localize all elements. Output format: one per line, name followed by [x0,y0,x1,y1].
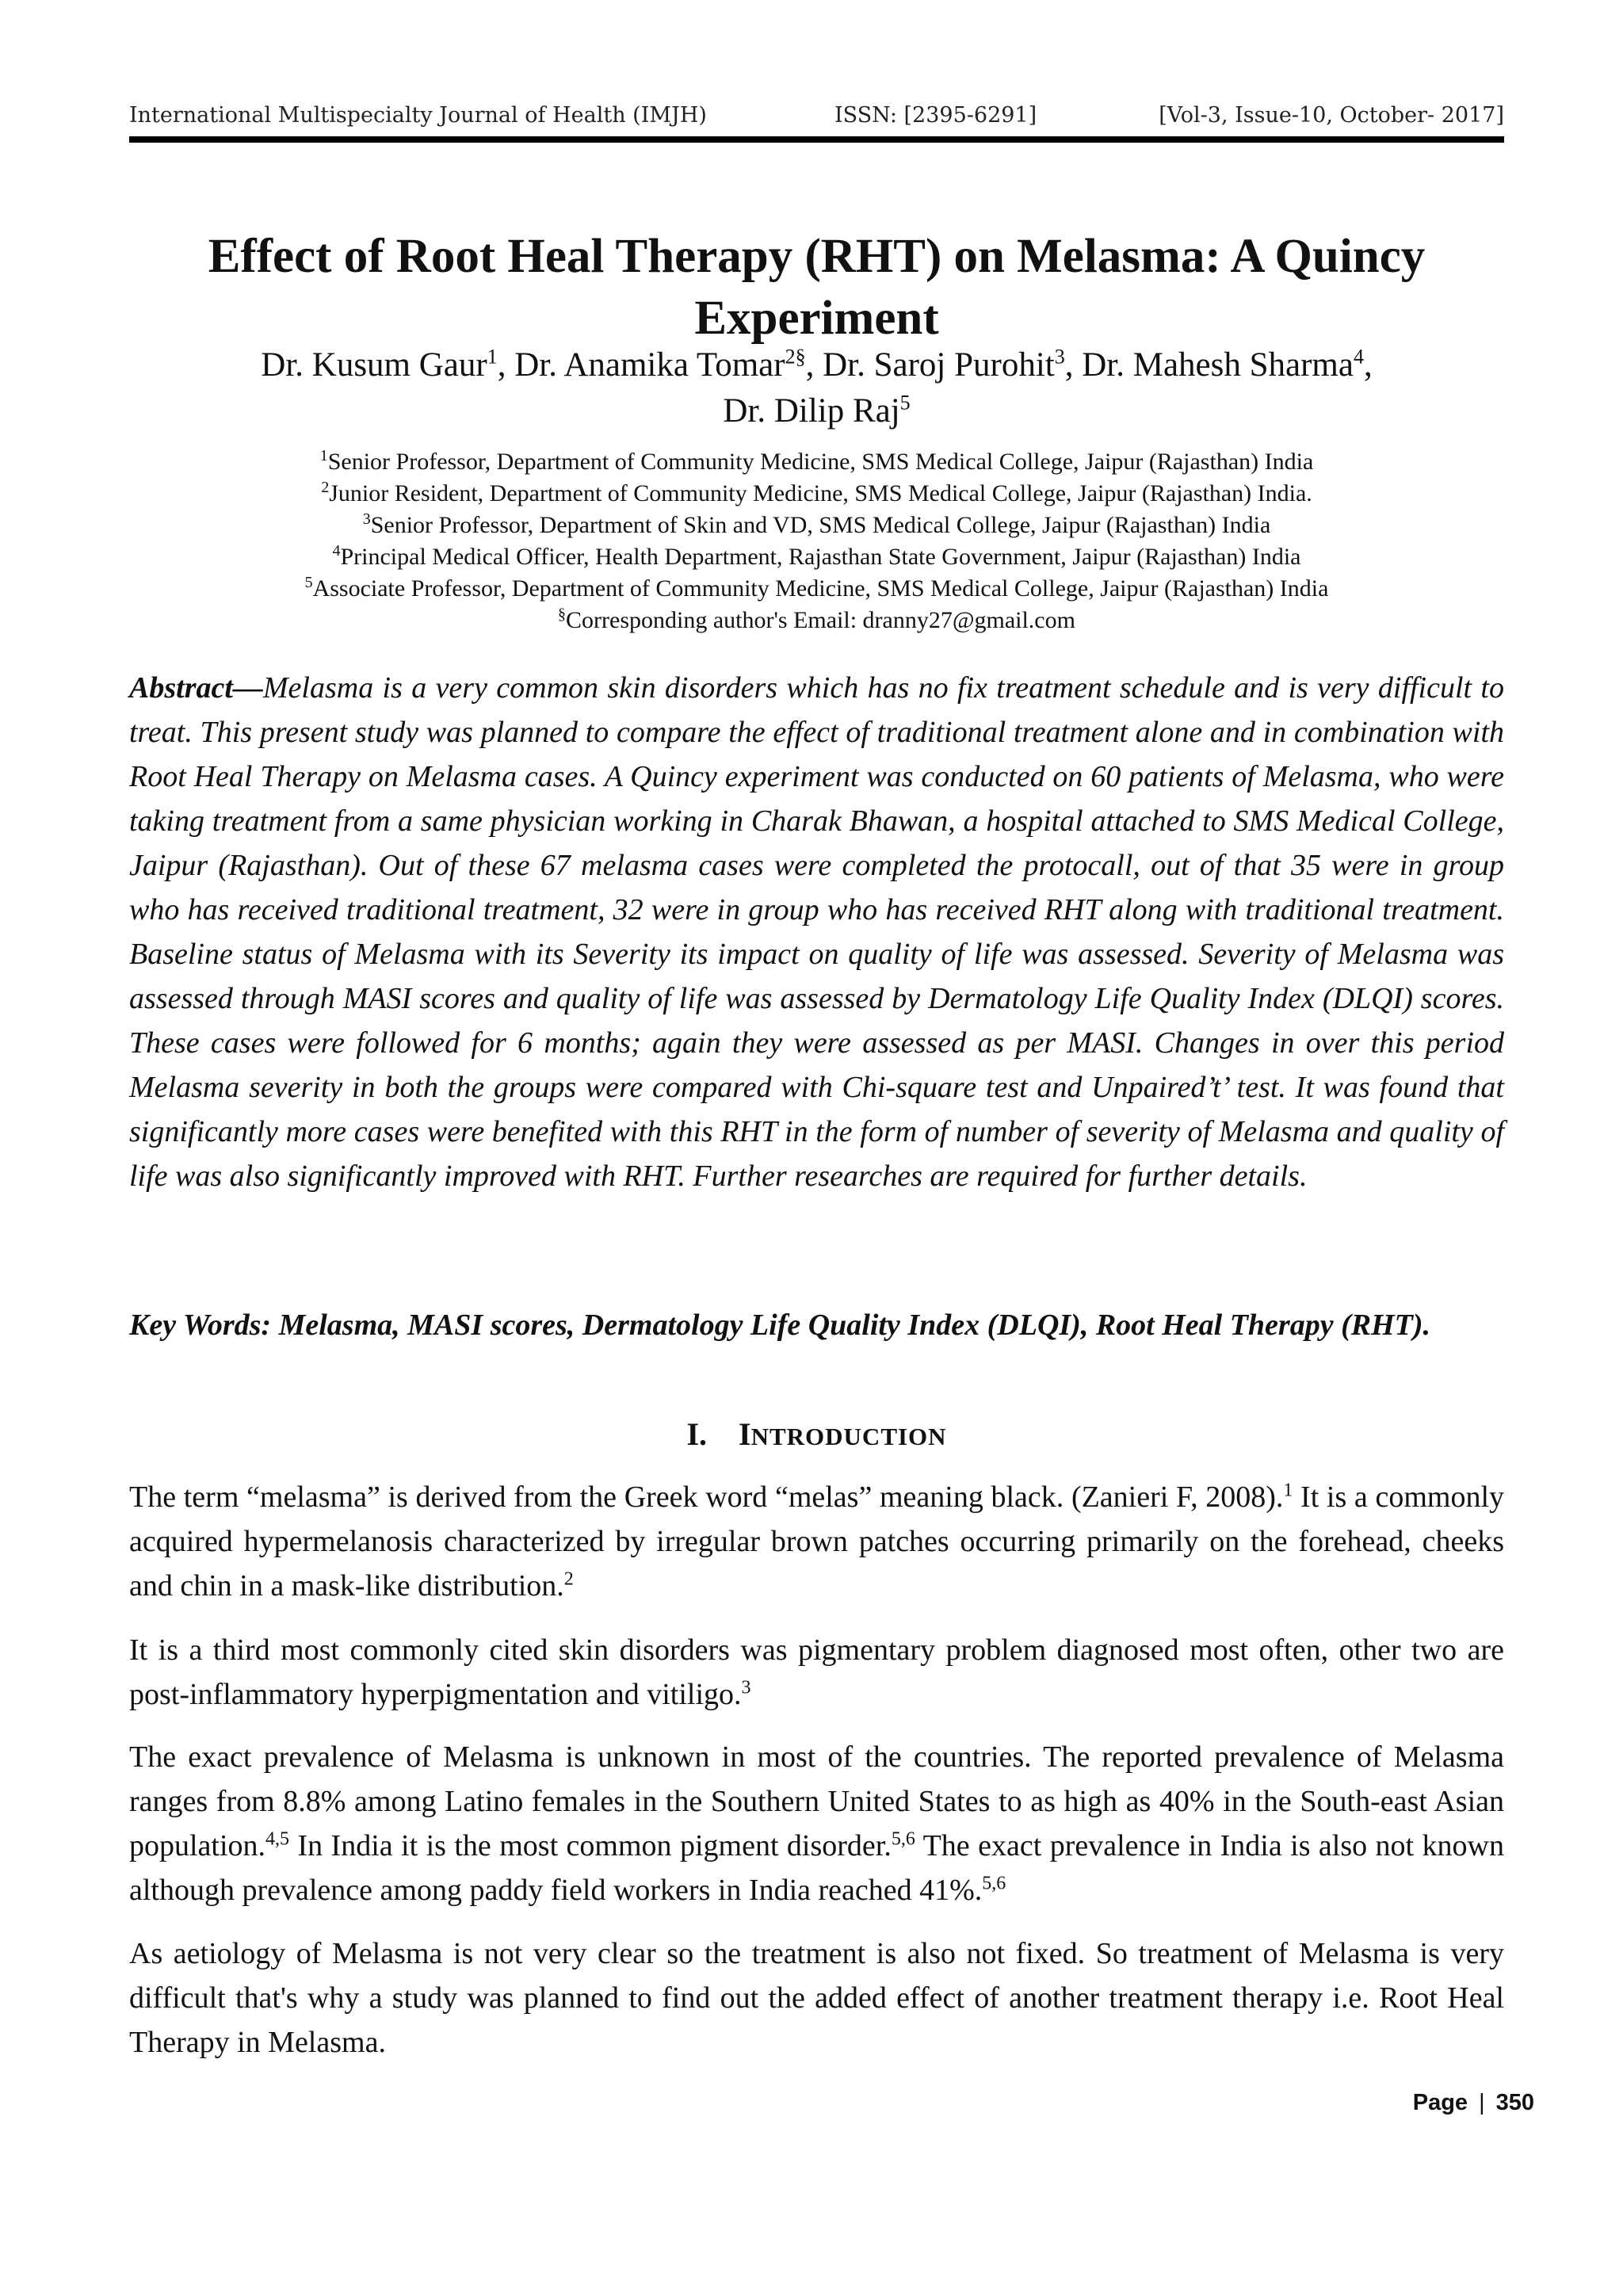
abstract-label: Abstract— [129,671,263,705]
paragraph-text: The term “melasma” is derived from the Greek word “melas” meaning black. (Zanieri F, 2008). [129,1480,1284,1514]
corresponding-author [129,605,1504,636]
author-name: Dr. Saroj Purohit [823,346,1055,384]
affiliation-mark: 1 [319,447,328,464]
paragraph-text: It is a third most commonly cited skin disorders was pigmentary problem diagnosed most often, other two are post-inflammatory hyperpigmentation and vitiligo. [129,1633,1504,1711]
citation-mark: 4,5 [265,1828,290,1850]
journal-volume: [Vol-3, Issue-10, October- 2017] [1159,103,1504,128]
paragraph-text: As aetiology of Melasma is not very clear so the treatment is also not fixed. So treatment of Melasma is very difficult that's why a study was planned to find out the added effect of another treatment therapy i.e. Root Heal Therapy in Melasma. [129,1937,1504,2059]
paragraph-text: The exact prevalence of Melasma is unknown in most of the countries. The reported prevalence of Melasma ranges from 8.8% among Latino females in the Southern United States to as high as 40% in the South-east Asian population. [129,1740,1504,1862]
affiliation-text: Senior Professor, Department of Community Medicine, SMS Medical College, Jaipur (Rajasthan) India [327,449,1314,475]
author-affiliation-mark: 4 [1353,345,1364,369]
section-number: I. [686,1416,708,1452]
paragraph-text: In India it is the most common pigment disorder. [289,1829,892,1862]
header-rule [129,136,1504,143]
citation-mark: 5,6 [891,1828,915,1850]
author-line-2 [129,388,1504,434]
intro-paragraph-4 [129,1931,1504,2065]
author-name: Dr. Kusum Gaur [261,346,487,384]
section-heading-introduction [129,1412,1504,1459]
page-number-value: 350 [1495,2090,1534,2115]
affiliation-mark: 2 [321,479,330,496]
paper-title [129,226,1504,350]
affiliation-item [129,510,1504,541]
author-affiliation-mark: 3 [1054,345,1065,369]
page-number [1413,2090,1534,2116]
affiliation-item [129,541,1504,573]
affiliation-text: Associate Professor, Department of Community Medicine, SMS Medical College, Jaipur (Rajasthan) India [312,575,1329,602]
affiliation-text: Senior Professor, Department of Skin and VD, SMS Medical College, Jaipur (Rajasthan) India [370,512,1271,538]
affiliation-item [129,478,1504,510]
affiliation-mark: 3 [362,510,371,528]
abstract-text: Melasma is a very common skin disorders which has no fix treatment schedule and is very difficult to treat. This present study was planned to compare the effect of traditional treatment alone and in combination with Root Heal Therapy on Melasma cases. A Quincy experiment was conducted on 60 patients of Melasma, who were taking treatment from a same physician working in Charak Bhawan, a hospital attached to SMS Medical College, Jaipur (Rajasthan). Out of these 67 melasma cases were completed the protocall, out of that 35 were in group who has received traditional treatment, 32 were in group who has received RHT along with traditional treatment. Baseline status of Melasma with its Severity its impact on quality of life was assessed. Severity of Melasma was assessed through MASI scores and quality of life was assessed by Dermatology Life Quality Index (DLQI) scores. These cases were followed for 6 months; again they were assessed as per MASI. Changes in over this period Melasma severity in both the groups were compared with Chi-square test and Unpaired’t’ test. It was found that significantly more cases were benefited with this RHT in the form of number of severity of Melasma and quality of life was also significantly improved with RHT. Further researches are required for further details. [129,671,1504,1193]
section-initial: I [739,1416,751,1452]
paragraph-text: The exact prevalence in India is also not known although prevalence among paddy field workers in India reached 41%. [129,1829,1504,1907]
paragraph-text: It is a commonly acquired hypermelanosis characterized by irregular brown patches occurring primarily on the forehead, cheeks and chin in a mask-like distribution. [129,1480,1504,1603]
affiliation-item [129,446,1504,478]
author-separator: , [1363,346,1373,384]
corresponding-email: Corresponding author's Email: dranny27@gmail.com [566,607,1075,633]
citation-mark: 5,6 [982,1873,1006,1894]
citation-mark: 2 [563,1568,574,1590]
title-line-1: Effect of Root Heal Therapy (RHT) on Melasma: A Quincy [208,230,1426,283]
affiliation-list [129,446,1504,636]
abstract [129,666,1504,1198]
intro-paragraph-1 [129,1475,1504,1608]
affiliation-mark: 4 [332,542,341,560]
author-separator: , [1064,346,1083,384]
affiliation-item [129,573,1504,605]
citation-mark: 1 [1283,1480,1293,1501]
affiliation-text: Principal Medical Officer, Health Department, Rajasthan State Government, Jaipur (Rajasthan) India [340,544,1301,570]
author-name: Dr. Mahesh Sharma [1082,346,1354,384]
journal-name: International Multispecialty Journal of Health (IMJH) [129,103,707,128]
author-name: Dr. Anamika Tomar [514,346,785,384]
journal-issn: ISSN: [2395-6291] [834,103,1037,128]
page-label: Page [1412,2090,1468,2115]
author-affiliation-mark: 2§ [785,345,806,369]
author-affiliation-mark: 1 [487,345,498,369]
affiliation-mark: § [558,606,567,623]
page-divider: | [1479,2090,1485,2115]
title-line-2: Experiment [694,292,939,345]
author-list [129,342,1504,434]
author-separator: , [805,346,823,384]
keywords: Key Words: Melasma, MASI scores, Dermatology Life Quality Index (DLQI), Root Heal Therapy (RHT). [129,1308,1430,1342]
citation-mark: 3 [741,1677,751,1698]
affiliation-mark: 5 [304,574,313,591]
section-title-rest: NTRODUCTION [750,1423,947,1450]
author-affiliation-mark: 5 [899,391,911,415]
author-separator: , [497,346,515,384]
author-name: Dr. Dilip Raj [723,392,900,430]
author-line-1 [129,342,1504,388]
intro-paragraph-2 [129,1628,1504,1717]
intro-paragraph-3 [129,1735,1504,1912]
running-header [129,97,1504,138]
affiliation-text: Junior Resident, Department of Community Medicine, SMS Medical College, Jaipur (Rajasthan) India. [329,480,1312,506]
